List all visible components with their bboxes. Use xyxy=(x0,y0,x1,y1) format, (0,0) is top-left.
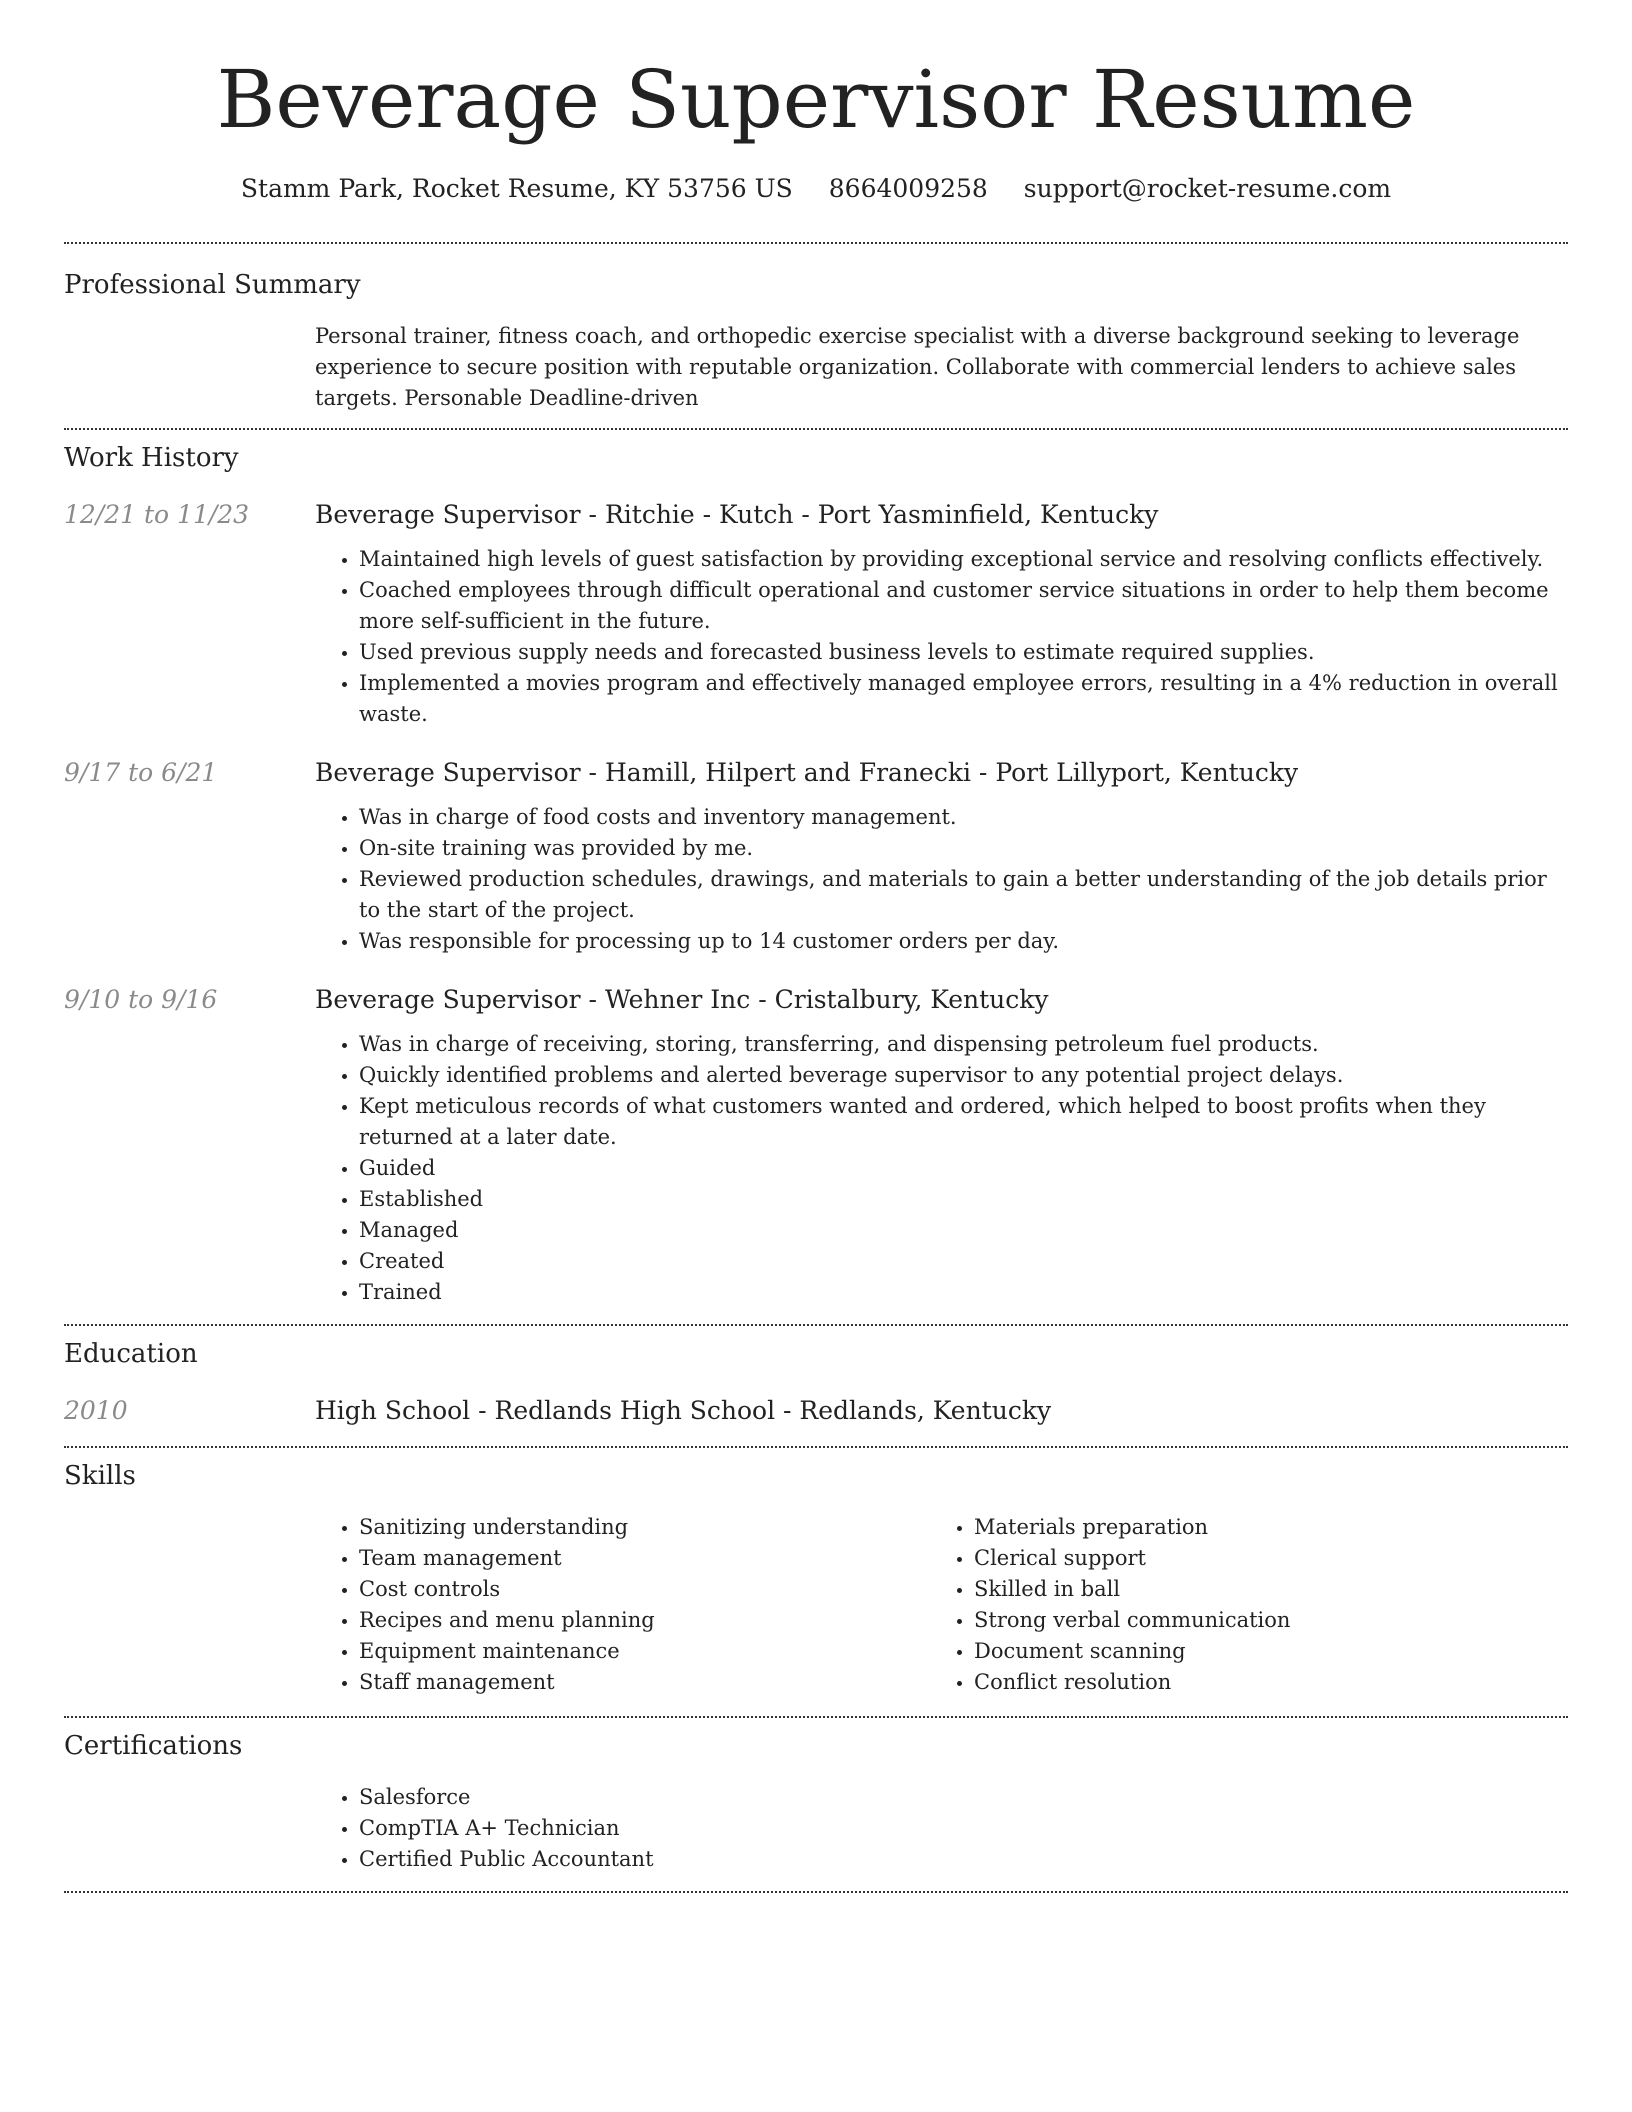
list-item: • Established xyxy=(359,1184,1568,1215)
list-item: • Reviewed production schedules, drawings, and materials to gain a better understanding of the job details prior to the start of the project. xyxy=(359,864,1568,926)
list-item: • Coached employees through difficult operational and customer service situations in order to help them become more self-sufficient in the future. xyxy=(359,575,1568,637)
list-item: • Quickly identified problems and alerted beverage supervisor to any potential project delays. xyxy=(359,1060,1568,1091)
education-entry xyxy=(64,1394,1568,1428)
certification-item: • Certified Public Accountant xyxy=(359,1844,1568,1875)
skill-item: • Equipment maintenance xyxy=(359,1636,930,1667)
job-dates: 9/10 to 9/16 xyxy=(64,985,218,1014)
job-dates: 12/21 to 11/23 xyxy=(64,500,250,529)
list-item: • Managed xyxy=(359,1215,1568,1246)
summary-text: Personal trainer, fitness coach, and orthopedic exercise specialist with a diverse background seeking to leverage experience to secure position with reputable organization. Collaborate with commercial lenders to achieve sales targets. Personable Deadline-driven xyxy=(315,324,1520,410)
job-title: Beverage Supervisor - Hamill, Hilpert and Franecki - Port Lillyport, Kentucky xyxy=(315,758,1299,787)
skill-item: • Cost controls xyxy=(359,1574,930,1605)
resume-title: Beverage Supervisor Resume xyxy=(216,53,1416,146)
skill-item: • Staff management xyxy=(359,1667,930,1698)
job-entry xyxy=(64,983,1568,1308)
skill-item: • Materials preparation xyxy=(974,1512,1545,1543)
skill-item: • Team management xyxy=(359,1543,930,1574)
contact-email: support@rocket-resume.com xyxy=(1023,174,1392,203)
job-bullets xyxy=(315,544,1568,730)
job-title: Beverage Supervisor - Ritchie - Kutch - Port Yasminfield, Kentucky xyxy=(315,500,1159,529)
list-item: • Guided xyxy=(359,1153,1568,1184)
job-dates: 9/17 to 6/21 xyxy=(64,758,218,787)
skills-section xyxy=(64,1448,1568,1698)
skills-list-right xyxy=(930,1512,1545,1698)
skills-list-left xyxy=(315,1512,930,1698)
contact-address: Stamm Park, Rocket Resume, KY 53756 US xyxy=(240,174,793,203)
list-item: • Created xyxy=(359,1246,1568,1277)
divider xyxy=(64,1891,1568,1893)
list-item: • Was responsible for processing up to 14 customer orders per day. xyxy=(359,926,1568,957)
skills-heading: Skills xyxy=(64,1461,136,1491)
job-entry xyxy=(64,756,1568,957)
skill-item: • Sanitizing understanding xyxy=(359,1512,930,1543)
education-title: High School - Redlands High School - Redlands, Kentucky xyxy=(315,1396,1052,1425)
list-item: • Maintained high levels of guest satisfaction by providing exceptional service and resolving conflicts effectively. xyxy=(359,544,1568,575)
work-history-section xyxy=(64,430,1568,1308)
contact-phone: 8664009258 xyxy=(828,174,988,203)
resume-header xyxy=(64,0,1568,206)
education-year: 2010 xyxy=(64,1396,128,1425)
summary-heading: Professional Summary xyxy=(64,270,361,300)
certifications-heading: Certifications xyxy=(64,1731,243,1761)
education-section xyxy=(64,1326,1568,1428)
job-bullets xyxy=(315,802,1568,957)
list-item: • Used previous supply needs and forecasted business levels to estimate required supplies. xyxy=(359,637,1568,668)
list-item: • Was in charge of food costs and inventory management. xyxy=(359,802,1568,833)
skill-item: • Conflict resolution xyxy=(974,1667,1545,1698)
education-heading: Education xyxy=(64,1339,198,1369)
list-item: • Trained xyxy=(359,1277,1568,1308)
certifications-list xyxy=(315,1782,1568,1875)
skill-item: • Clerical support xyxy=(974,1543,1545,1574)
list-item: • Implemented a movies program and effectively managed employee errors, resulting in a 4% reduction in overall waste. xyxy=(359,668,1568,730)
summary-section xyxy=(64,244,1568,414)
certification-item: • CompTIA A+ Technician xyxy=(359,1813,1568,1844)
contact-line xyxy=(64,172,1568,206)
job-title: Beverage Supervisor - Wehner Inc - Cristalbury, Kentucky xyxy=(315,985,1049,1014)
skill-item: • Strong verbal communication xyxy=(974,1605,1545,1636)
certifications-section xyxy=(64,1718,1568,1875)
job-entry xyxy=(64,498,1568,730)
work-history-heading: Work History xyxy=(64,443,239,473)
list-item: • Kept meticulous records of what customers wanted and ordered, which helped to boost profits when they returned at a later date. xyxy=(359,1091,1568,1153)
skill-item: • Document scanning xyxy=(974,1636,1545,1667)
skill-item: • Recipes and menu planning xyxy=(359,1605,930,1636)
certification-item: • Salesforce xyxy=(359,1782,1568,1813)
list-item: • Was in charge of receiving, storing, transferring, and dispensing petroleum fuel products. xyxy=(359,1029,1568,1060)
skill-item: • Skilled in ball xyxy=(974,1574,1545,1605)
job-bullets xyxy=(315,1029,1568,1308)
list-item: • On-site training was provided by me. xyxy=(359,833,1568,864)
